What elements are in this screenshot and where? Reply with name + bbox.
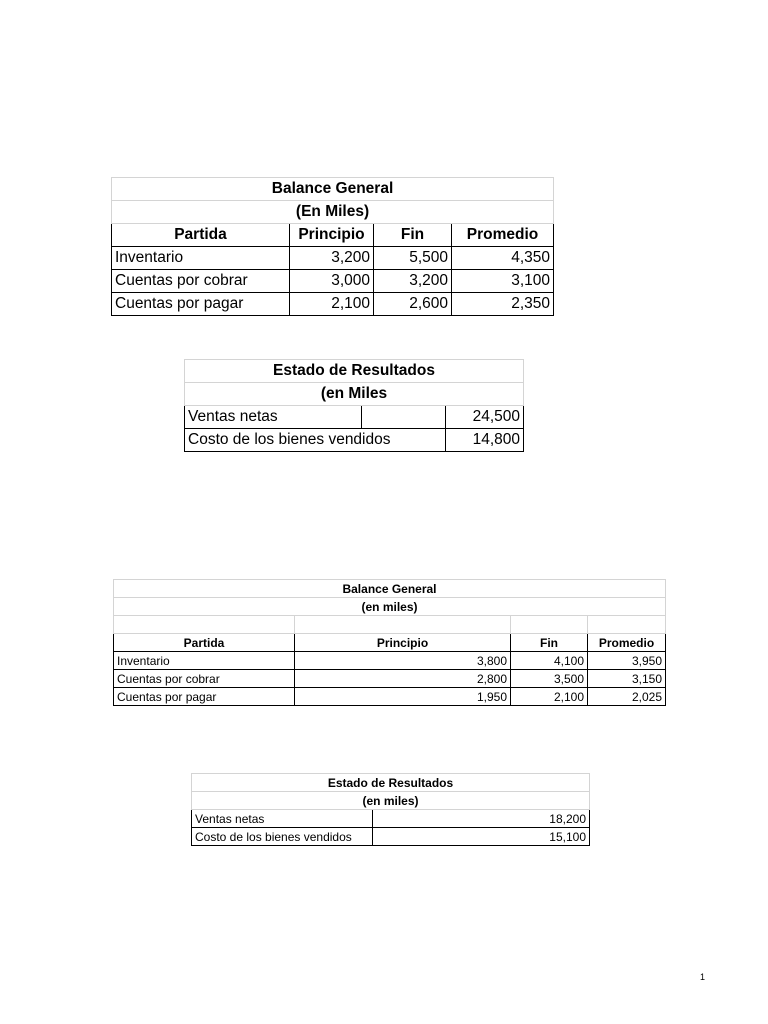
blank-row bbox=[114, 616, 666, 634]
cell-value: 2,800 bbox=[295, 670, 511, 688]
table-subtitle: (En Miles) bbox=[112, 201, 554, 224]
estado-resultados-table-1 bbox=[184, 359, 524, 452]
cell-value: 2,100 bbox=[511, 688, 588, 706]
column-header: Promedio bbox=[452, 224, 554, 247]
row-label: Inventario bbox=[114, 652, 295, 670]
cell-value: 3,950 bbox=[588, 652, 666, 670]
table-row bbox=[192, 810, 590, 828]
table-row bbox=[112, 247, 554, 270]
cell-value: 3,200 bbox=[290, 247, 374, 270]
table-header-row bbox=[114, 634, 666, 652]
cell-value: 4,350 bbox=[452, 247, 554, 270]
row-label: Cuentas por pagar bbox=[112, 293, 290, 316]
table-subtitle: (en miles) bbox=[192, 792, 590, 810]
column-header: Fin bbox=[374, 224, 452, 247]
cell-value: 14,800 bbox=[446, 429, 524, 452]
balance-general-table-1 bbox=[111, 177, 554, 316]
row-label: Costo de los bienes vendidos bbox=[185, 429, 446, 452]
table-row bbox=[114, 652, 666, 670]
table-row bbox=[185, 429, 524, 452]
column-header: Partida bbox=[112, 224, 290, 247]
cell-value: 3,100 bbox=[452, 270, 554, 293]
column-header: Fin bbox=[511, 634, 588, 652]
cell-value: 15,100 bbox=[373, 828, 590, 846]
cell-value: 3,150 bbox=[588, 670, 666, 688]
cell-value: 2,100 bbox=[290, 293, 374, 316]
cell-value: 5,500 bbox=[374, 247, 452, 270]
column-header: Principio bbox=[295, 634, 511, 652]
column-header: Partida bbox=[114, 634, 295, 652]
table-title: Estado de Resultados bbox=[185, 360, 524, 383]
cell-value: 24,500 bbox=[446, 406, 524, 429]
page-number: 1 bbox=[700, 972, 706, 982]
table-row bbox=[185, 406, 524, 429]
cell-value: 2,025 bbox=[588, 688, 666, 706]
cell-value: 2,350 bbox=[452, 293, 554, 316]
table-header-row bbox=[112, 224, 554, 247]
estado-resultados-table-2 bbox=[191, 773, 590, 846]
empty-cell bbox=[362, 406, 446, 429]
column-header: Promedio bbox=[588, 634, 666, 652]
cell-value: 1,950 bbox=[295, 688, 511, 706]
cell-value: 18,200 bbox=[373, 810, 590, 828]
table-row bbox=[112, 293, 554, 316]
table-title: Balance General bbox=[114, 580, 666, 598]
cell-value: 4,100 bbox=[511, 652, 588, 670]
column-header: Principio bbox=[290, 224, 374, 247]
table-row bbox=[114, 670, 666, 688]
row-label: Ventas netas bbox=[192, 810, 373, 828]
table-row bbox=[112, 270, 554, 293]
row-label: Cuentas por pagar bbox=[114, 688, 295, 706]
table-row bbox=[114, 688, 666, 706]
cell-value: 3,800 bbox=[295, 652, 511, 670]
table-subtitle: (en miles) bbox=[114, 598, 666, 616]
row-label: Cuentas por cobrar bbox=[114, 670, 295, 688]
row-label: Costo de los bienes vendidos bbox=[192, 828, 373, 846]
table-row bbox=[192, 828, 590, 846]
row-label: Inventario bbox=[112, 247, 290, 270]
row-label: Cuentas por cobrar bbox=[112, 270, 290, 293]
row-label: Ventas netas bbox=[185, 406, 362, 429]
cell-value: 3,000 bbox=[290, 270, 374, 293]
cell-value: 3,500 bbox=[511, 670, 588, 688]
balance-general-table-2 bbox=[113, 579, 666, 706]
table-subtitle: (en Miles bbox=[185, 383, 524, 406]
cell-value: 3,200 bbox=[374, 270, 452, 293]
table-title: Balance General bbox=[112, 178, 554, 201]
table-title: Estado de Resultados bbox=[192, 774, 590, 792]
cell-value: 2,600 bbox=[374, 293, 452, 316]
